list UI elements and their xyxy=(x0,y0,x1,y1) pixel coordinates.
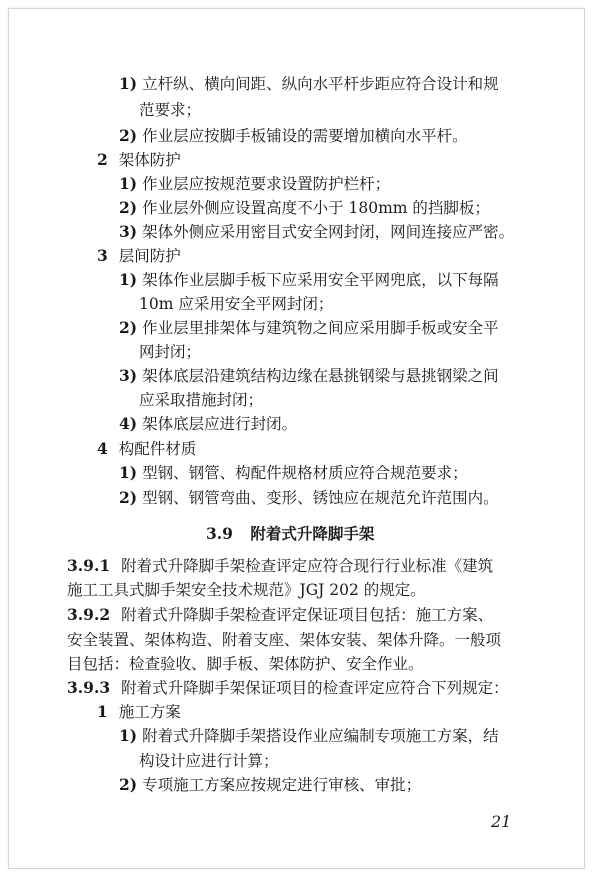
list-text: 作业层应按脚手板铺设的需要增加横向水平杆。 xyxy=(142,127,468,145)
clause-text: 施工工具式脚手架安全技术规范》JGJ 202 的规定。 xyxy=(67,581,426,599)
list-text: 型钢、钢管、构配件规格材质应符合规范要求； xyxy=(142,464,468,482)
list-text: 型钢、钢管弯曲、变形、锈蚀应在规范允许范围内。 xyxy=(142,489,499,507)
list-item-3-2 xyxy=(119,317,499,339)
section-text: 构配件材质 xyxy=(118,440,197,458)
clause-3-9-2 xyxy=(67,604,493,626)
section-heading-3-9 xyxy=(206,523,374,545)
list-text: 立杆纵、横向间距、纵向水平杆步距应符合设计和规 xyxy=(142,75,499,93)
clause-3-9-3 xyxy=(67,677,509,699)
list-item-2-1 xyxy=(119,173,390,195)
clause-3-9-2-cont1 xyxy=(67,629,501,651)
list-number: 1) xyxy=(119,270,138,289)
list-text: 作业层里排架体与建筑物之间应采用脚手板或安全平 xyxy=(142,319,499,337)
list-number: 4) xyxy=(119,414,138,433)
list-text: 架体作业层脚手板下应采用安全平网兜底，以下每隔 xyxy=(142,271,499,289)
document-page xyxy=(8,8,585,869)
list-number: 2) xyxy=(119,198,138,217)
list-number: 3) xyxy=(119,222,138,241)
list-number: 2) xyxy=(119,775,138,794)
list-text: 作业层应按规范要求设置防护栏杆； xyxy=(142,175,391,193)
list-number: 1) xyxy=(119,726,138,745)
clause-text: 附着式升降脚手架检查评定保证项目包括：施工方案、 xyxy=(121,606,494,624)
clause-text: 附着式升降脚手架保证项目的检查评定应符合下列规定： xyxy=(121,679,509,697)
page-number: 21 xyxy=(491,812,512,831)
list-item-4-2 xyxy=(119,487,499,509)
clause-number: 3.9.2 xyxy=(67,605,111,624)
list-number: 2) xyxy=(119,488,138,507)
clause-text: 附着式升降脚手架检查评定应符合现行行业标准《建筑 xyxy=(121,557,494,575)
section-item-3 xyxy=(97,245,181,267)
section-item-1 xyxy=(97,701,181,723)
list-item-3-3-cont xyxy=(139,389,263,411)
section-item-2 xyxy=(97,149,181,171)
list-item-3-2-cont xyxy=(139,341,201,363)
section-item-4 xyxy=(97,438,196,460)
section-number: 1 xyxy=(97,702,108,721)
section-number: 3 xyxy=(97,246,108,265)
list-number: 2) xyxy=(119,126,138,145)
section-text: 架体防护 xyxy=(118,151,181,169)
list-item-1-1 xyxy=(119,73,499,95)
list-text: 网封闭； xyxy=(139,343,202,361)
clause-text: 安全装置、架体构造、附着支座、架体安装、架体升降。一般项 xyxy=(67,631,502,649)
list-text: 架体外侧应采用密目式安全网封闭，网间连接应严密。 xyxy=(142,223,515,241)
list-number: 2) xyxy=(119,318,138,337)
list-text: 附着式升降脚手架搭设作业应编制专项施工方案，结 xyxy=(142,727,499,745)
clause-number: 3.9.1 xyxy=(67,556,111,575)
list-item-4-1 xyxy=(119,462,468,484)
list-item-3-3 xyxy=(119,365,499,387)
list-text: 10m 应采用安全平网封闭； xyxy=(139,295,334,313)
section-text: 施工方案 xyxy=(118,703,181,721)
clause-number: 3.9.3 xyxy=(67,678,111,697)
list-item-1-1-cont xyxy=(139,99,201,121)
section-number: 2 xyxy=(97,150,108,169)
list-text: 专项施工方案应按规定进行审核、审批； xyxy=(142,776,422,794)
list-text: 范要求； xyxy=(139,101,202,119)
heading-title: 附着式升降脚手架 xyxy=(250,524,375,543)
list-item-1-2 xyxy=(119,125,468,147)
clause-3-9-2-cont2 xyxy=(67,653,424,675)
list-number: 3) xyxy=(119,366,138,385)
list-item-3-1-cont xyxy=(139,293,333,315)
list-item-1-1b xyxy=(119,725,499,747)
list-text: 架体底层沿建筑结构边缘在悬挑钢梁与悬挑钢梁之间 xyxy=(142,367,499,385)
list-text: 作业层外侧应设置高度不小于 180mm 的挡脚板； xyxy=(142,199,490,217)
section-text: 层间防护 xyxy=(118,247,181,265)
list-item-3-4 xyxy=(119,413,297,435)
list-text: 架体底层应进行封闭。 xyxy=(142,415,298,433)
clause-3-9-1 xyxy=(67,555,493,577)
list-text: 构设计应进行计算； xyxy=(139,752,279,770)
list-number: 1) xyxy=(119,463,138,482)
list-item-2-3 xyxy=(119,221,514,243)
list-item-1-1b-cont xyxy=(139,750,279,772)
list-text: 应采取措施封闭； xyxy=(139,391,264,409)
heading-number: 3.9 xyxy=(206,524,233,543)
clause-text: 目包括：检查验收、脚手板、架体防护、安全作业。 xyxy=(67,655,424,673)
list-item-3-1 xyxy=(119,269,499,291)
list-number: 1) xyxy=(119,74,138,93)
list-item-2-2 xyxy=(119,197,490,219)
section-number: 4 xyxy=(97,439,108,458)
list-item-1-2b xyxy=(119,774,421,796)
clause-3-9-1-cont xyxy=(67,579,426,601)
list-number: 1) xyxy=(119,174,138,193)
